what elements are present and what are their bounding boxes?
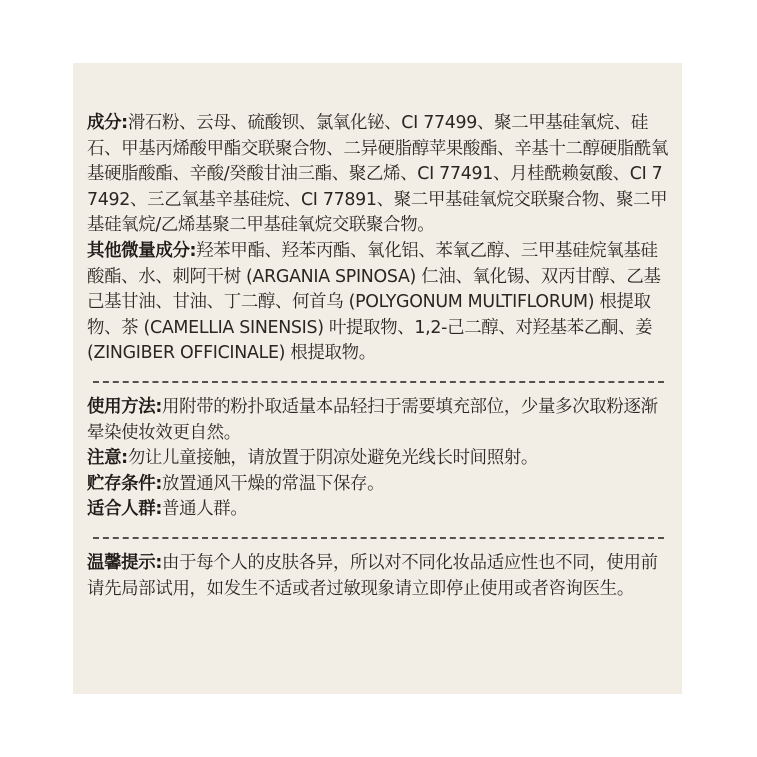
dashed-divider-bottom (93, 537, 664, 539)
usage-label: 使用方法: (87, 396, 163, 417)
minor-ingredients-text: 羟苯甲酯、羟苯丙酯、氧化铝、苯氧乙醇、三甲基硅烷氧基硅酸酯、水、刺阿干树 (ARGANIA SPINOSA) 仁油、氧化锡、双丙甘醇、乙基己基甘油、甘油、丁二醇、何首乌 (POLYGONUM MULTIFLORUM) 根提取物、茶 (CAMELLIA SINENSIS) 叶提取物、1,2-己二醇、对羟基苯乙酮、姜 (ZINGIBER OFFICINALE) 根提取物。 (87, 240, 661, 364)
ingredients-paragraph (87, 111, 670, 239)
suitable-label: 适合人群: (87, 499, 163, 520)
minor-ingredients-label: 其他微量成分: (87, 240, 197, 261)
product-label-panel (73, 63, 682, 694)
storage-paragraph (87, 472, 670, 498)
tips-label: 温馨提示: (87, 552, 163, 573)
suitable-paragraph (87, 497, 670, 523)
tips-text: 由于每个人的皮肤各异，所以对不同化妆品适应性也不同，使用前请先局部试用，如发生不适或者过敏现象请立即停止使用或者咨询医生。 (87, 552, 658, 599)
storage-label: 贮存条件: (87, 473, 163, 494)
suitable-text: 普通人群。 (162, 499, 248, 520)
tips-paragraph (87, 551, 670, 602)
ingredients-text: 滑石粉、云母、硫酸钡、氯氧化铋、CI 77499、聚二甲基硅氧烷、硅石、甲基丙烯酸甲酯交联聚合物、二异硬脂醇苹果酸酯、辛基十二醇硬脂酰氧基硬脂酸酯、辛酸/癸酸甘油三酯、聚乙烯、CI 77491、月桂酰赖氨酸、CI 77492、三乙氧基辛基硅烷、CI 77891、聚二甲基硅氧烷交联聚合物、聚二甲基硅氧烷/乙烯基聚二甲基硅氧烷交联聚合物。 (87, 113, 669, 236)
dashed-divider-top (93, 381, 664, 383)
usage-text: 用附带的粉扑取适量本品轻扫于需要填充部位，少量多次取粉逐渐晕染使妆效更自然。 (87, 396, 658, 443)
caution-text: 勿让儿童接触，请放置于阴凉处避免光线长时间照射。 (127, 448, 539, 469)
caution-paragraph (87, 446, 670, 472)
storage-text: 放置通风干燥的常温下保存。 (162, 473, 385, 494)
usage-paragraph (87, 395, 670, 446)
ingredients-label: 成分: (87, 113, 128, 133)
minor-ingredients-paragraph (87, 239, 670, 367)
caution-label: 注意: (87, 448, 128, 469)
